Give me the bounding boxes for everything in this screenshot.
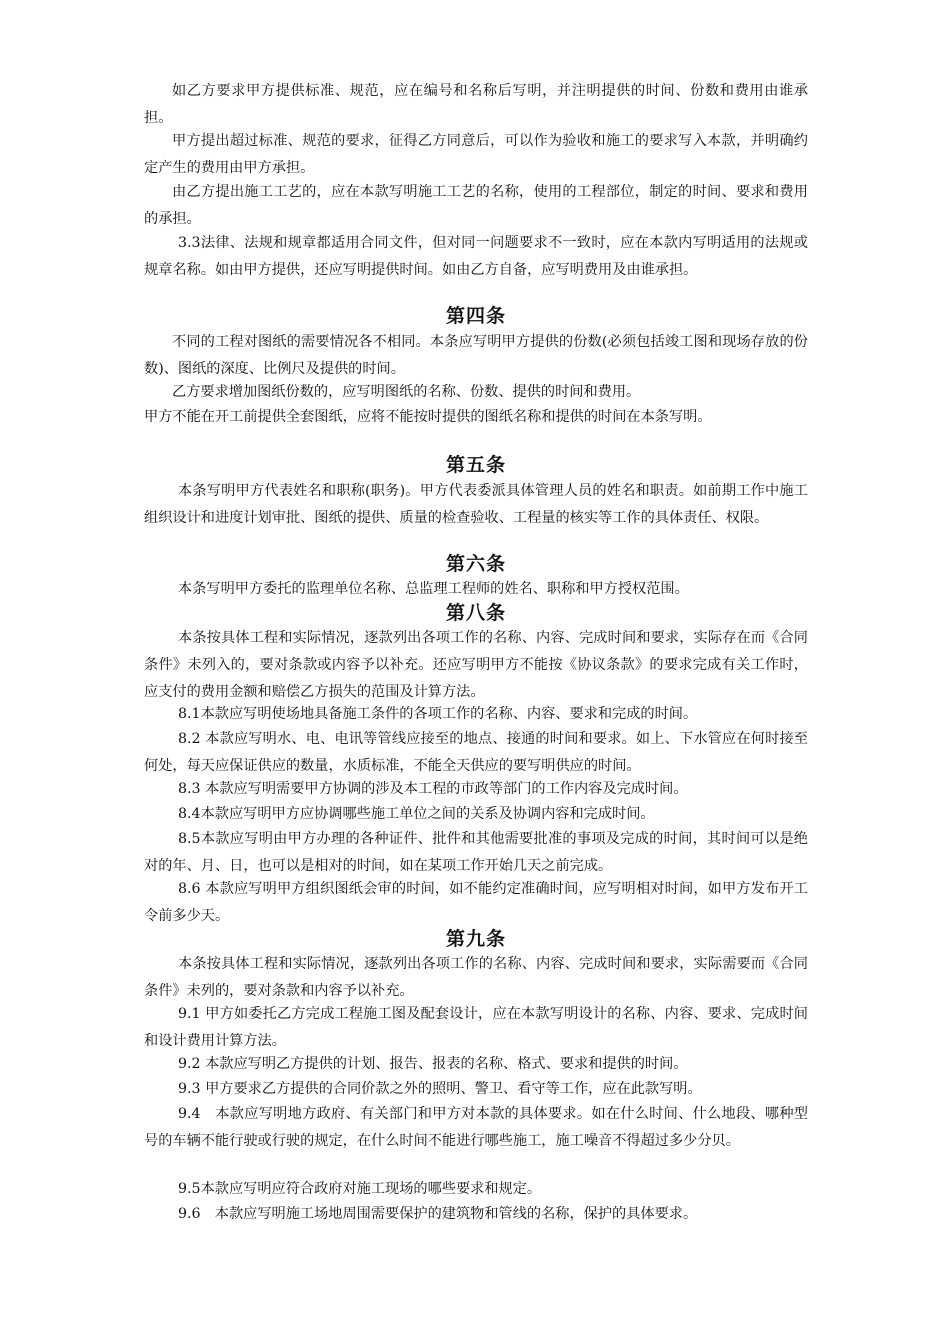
paragraph: 9.1 甲方如委托乙方完成工程施工图及配套设计，应在本款写明设计的名称、内容、要求、完成时间和设计费用计算方法。: [144, 1006, 808, 1049]
paragraph: 本条按具体工程和实际情况，逐款列出各项工作的名称、内容、完成时间和要求，实际需要而《合同条件》未列的，要对条款和内容予以补充。: [144, 956, 808, 999]
paragraph: 8.2 本款应写明水、电、电讯等管线应接至的地点、接通的时间和要求。如上、下水管应在何时接至何处，每天应保证供应的数量，水质标准，不能全天供应的要写明供应的时间。: [144, 731, 808, 774]
paragraph: 9.2 本款应写明乙方提供的计划、报告、报表的名称、格式、要求和提供的时间。: [178, 1056, 688, 1072]
paragraph: 不同的工程对图纸的需要情况各不相同。本条应写明甲方提供的份数(必须包括竣工图和现场存放的份数)、图纸的深度、比例尺及提供的时间。: [144, 334, 808, 377]
paragraph: 本条按具体工程和实际情况，逐款列出各项工作的名称、内容、完成时间和要求，实际存在而《合同条件》未列入的，要对条款或内容予以补充。还应写明甲方不能按《协议条款》的要求完成有关工作时，应支付的费用金额和赔偿乙方损失的范围及计算方法。: [144, 630, 808, 700]
paragraph: 由乙方提出施工工艺的，应在本款写明施工工艺的名称，使用的工程部位，制定的时间、要求和费用的承担。: [144, 184, 808, 227]
paragraph: 8.1本款应写明使场地具备施工条件的各项工作的名称、内容、要求和完成的时间。: [178, 706, 698, 722]
paragraph: 8.4本款应写明甲方应协调哪些施工单位之间的关系及协调内容和完成时间。: [178, 806, 655, 822]
paragraph: 甲方提出超过标准、规范的要求，征得乙方同意后，可以作为验收和施工的要求写入本款，并明确约定产生的费用由甲方承担。: [144, 133, 808, 176]
paragraph: 乙方要求增加图纸份数的，应写明图纸的名称、份数、提供的时间和费用。: [172, 384, 641, 400]
paragraph: 9.6 本款应写明施工场地周围需要保护的建筑物和管线的名称，保护的具体要求。: [178, 1206, 698, 1222]
paragraph: 9.4 本款应写明地方政府、有关部门和甲方对本款的具体要求。如在什么时间、什么地段、哪种型号的车辆不能行驶或行驶的规定，在什么时间不能进行哪些施工，施工噪音不得超过多少分贝。: [144, 1106, 808, 1149]
paragraph: 9.3 甲方要求乙方提供的合同价款之外的照明、警卫、看守等工作，应在此款写明。: [178, 1081, 702, 1097]
paragraph: 如乙方要求甲方提供标准、规范，应在编号和名称后写明，并注明提供的时间、份数和费用由谁承担。: [144, 83, 808, 126]
section-heading: 第五条: [445, 454, 506, 476]
paragraph: 8.3 本款应写明需要甲方协调的涉及本工程的市政等部门的工作内容及完成时间。: [178, 781, 688, 797]
paragraph: 8.5本款应写明由甲方办理的各种证件、批件和其他需要批准的事项及完成的时间，其时间可以是绝对的年、月、日，也可以是相对的时间，如在某项工作开始几天之前完成。: [144, 831, 808, 874]
section-heading: 第八条: [445, 602, 506, 624]
paragraph: 8.6 本款应写明甲方组织图纸会审的时间，如不能约定准确时间，应写明相对时间，如甲方发布开工令前多少天。: [144, 881, 808, 924]
section-heading: 第九条: [445, 928, 506, 950]
paragraph: 本条写明甲方代表姓名和职称(职务)。甲方代表委派具体管理人员的姓名和职责。如前期工作中施工组织设计和进度计划审批、图纸的提供、质量的检查验收、工程量的核实等工作的具体责任、权限。: [144, 483, 808, 526]
section-heading: 第四条: [445, 305, 506, 327]
paragraph: 9.5本款应写明应符合政府对施工现场的哪些要求和规定。: [178, 1181, 542, 1197]
paragraph: 甲方不能在开工前提供全套图纸，应将不能按时提供的图纸名称和提供的时间在本条写明。: [144, 409, 712, 425]
section-heading: 第六条: [445, 553, 506, 575]
paragraph: 本条写明甲方委托的监理单位名称、总监理工程师的姓名、职称和甲方授权范围。: [178, 581, 689, 597]
paragraph: 3.3法律、法规和规章都适用合同文件，但对同一问题要求不一致时，应在本款内写明适用的法规或规章名称。如由甲方提供，还应写明提供时间。如由乙方自备，应写明费用及由谁承担。: [144, 235, 808, 278]
